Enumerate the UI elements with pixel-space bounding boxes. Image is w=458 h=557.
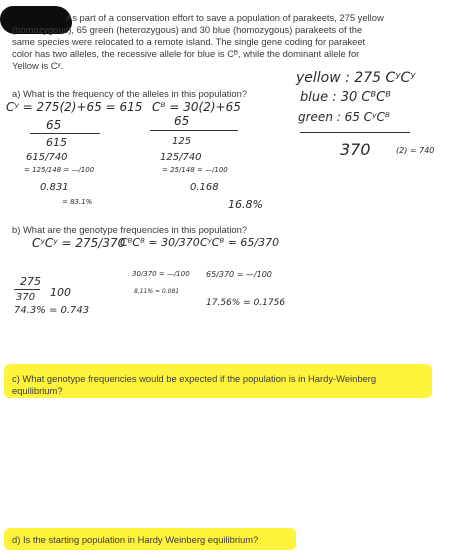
- question-b: b) What are the genotype frequencies in this population?: [12, 224, 248, 235]
- intro-line-2: (homozygous), 65 green (heterozygous) and 30 blue (homozygous) parakeets of the: [12, 24, 363, 35]
- a-left-num1: 65: [46, 118, 62, 132]
- question-c-line-2: equilibrium?: [12, 385, 63, 396]
- b-cycy: CʸCʸ = 275/370: [32, 236, 126, 250]
- b-v1-den: 370: [16, 292, 36, 303]
- note-green: green : 65 CʸCᴮ: [298, 110, 391, 124]
- b-v2-frac: 30/370 = —/100: [132, 270, 190, 278]
- question-c-line-1: c) What genotype frequencies would be expected if the population is in Hardy-Weinberg: [12, 373, 377, 384]
- a-right-pct2: 16.8%: [228, 198, 263, 211]
- a-right-val: 0.168: [190, 182, 219, 193]
- a-left-pct2: = 83.1%: [62, 198, 93, 206]
- a-right-underline: [150, 130, 238, 131]
- question-a: a) What is the frequency of the alleles in this population?: [12, 88, 248, 99]
- a-left-underline: [30, 133, 100, 134]
- b-v1-line: [14, 289, 40, 290]
- a-right-pct: = 25/148 = —/100: [162, 166, 228, 174]
- a-right-num1: 65: [174, 114, 190, 128]
- b-v3-result: 17.56% = 0.1756: [206, 298, 286, 308]
- a-right-num2: 125: [172, 136, 192, 147]
- a-left-pct: = 125/148 = —/100: [24, 166, 95, 174]
- b-v2-result: 8.11% = 0.081: [134, 288, 180, 295]
- a-left-num2: 615: [46, 136, 67, 149]
- a-left-frac: 615/740: [26, 152, 68, 163]
- note-blue: blue : 30 CᴮCᴮ: [300, 90, 391, 105]
- b-cbcb: CᴮCᴮ = 30/370: [120, 236, 200, 249]
- intro-line-5: Yellow is Cʸ.: [12, 60, 64, 71]
- note-total: 370: [340, 140, 371, 159]
- question-d: d) Is the starting population in Hardy Weinberg equilibrium?: [12, 534, 259, 545]
- b-cycb: CʸCᴮ = 65/370: [200, 236, 280, 249]
- b-v1-result: 74.3% = 0.743: [14, 305, 90, 316]
- intro-line-1: As part of a conservation effort to save a population of parakeets, 275 yellow: [66, 12, 384, 23]
- a-left-val: 0.831: [40, 182, 69, 193]
- note-divider: [300, 132, 410, 133]
- b-v1-num: 275: [20, 275, 41, 288]
- note-double: (2) = 740: [396, 146, 435, 155]
- note-yellow: yellow : 275 CʸCʸ: [296, 70, 416, 86]
- a-cb-equation: Cᴮ = 30(2)+65: [152, 100, 241, 114]
- b-v3-frac: 65/370 = —/100: [206, 270, 272, 279]
- intro-line-3: same species were relocated to a remote island. The single gene coding for parakeet: [12, 36, 366, 47]
- a-cy-equation: Cʸ = 275(2)+65 = 615: [6, 100, 143, 114]
- b-v1-pct: 100: [50, 286, 71, 299]
- intro-line-4: color has two alleles, the recessive allele for blue is Cᴮ, while the dominant allele for: [12, 48, 360, 59]
- a-right-frac: 125/740: [160, 152, 202, 163]
